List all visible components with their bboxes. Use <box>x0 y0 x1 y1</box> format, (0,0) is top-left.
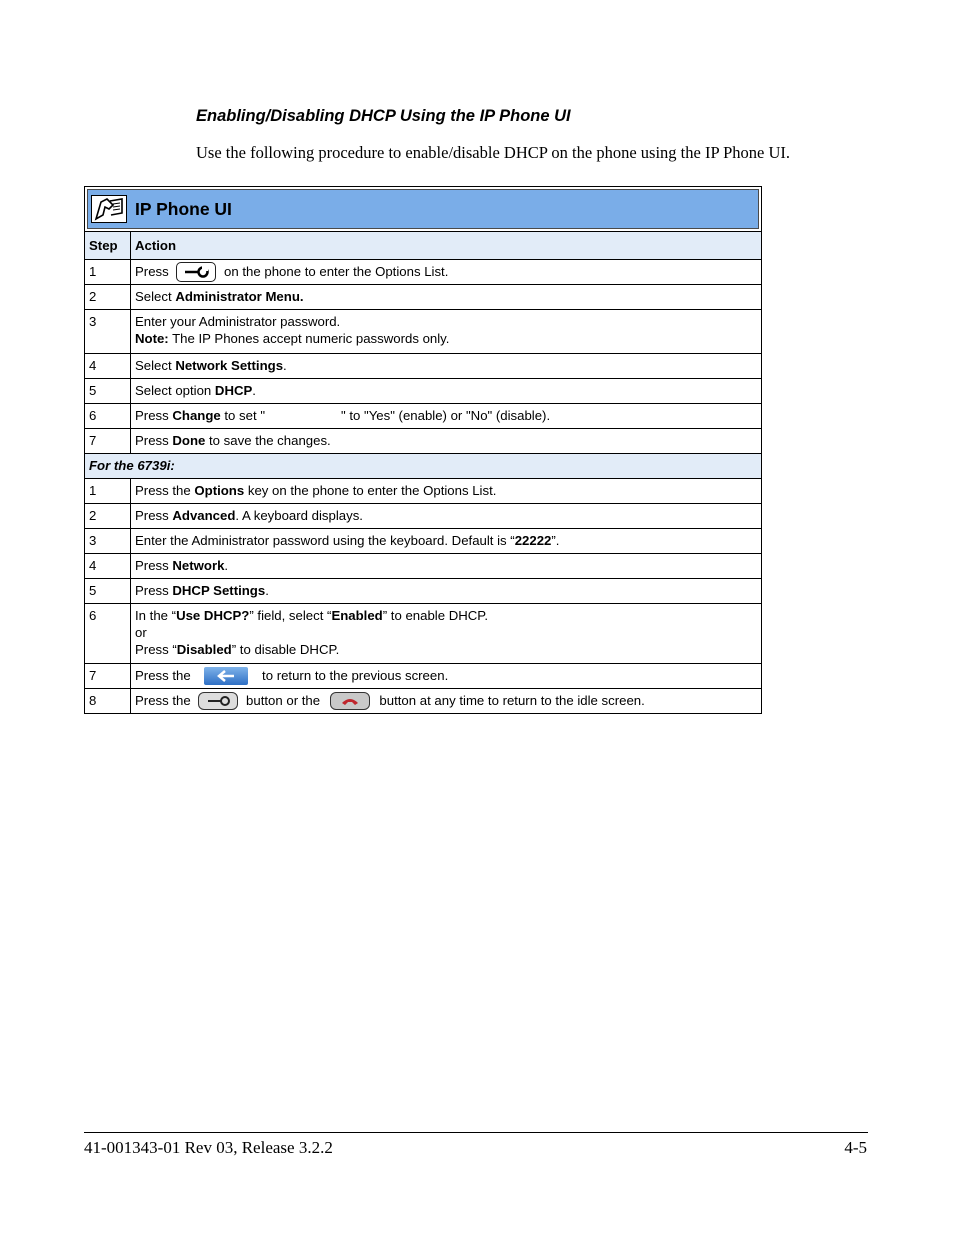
step-action: Press Network. <box>131 554 762 579</box>
back-arrow-icon <box>204 667 248 685</box>
table-row <box>85 554 761 579</box>
table-row <box>85 404 761 429</box>
options-key-icon <box>176 262 216 282</box>
step-action: Enter your Administrator password. Note: The IP Phones accept numeric passwords only. <box>131 310 762 354</box>
table-row <box>85 310 761 354</box>
subheading-row <box>85 454 761 479</box>
procedure-box <box>84 186 762 714</box>
footer-rule <box>84 1132 868 1133</box>
step-action: Press the button or the button at any time to return to the idle screen. <box>131 689 762 714</box>
table-row <box>85 285 761 310</box>
step-number: 3 <box>85 310 131 354</box>
table-row <box>85 479 761 504</box>
step-action: Press DHCP Settings. <box>131 579 762 604</box>
footer-page-number: 4-5 <box>844 1138 867 1157</box>
step-action: Press the Options key on the phone to enter the Options List. <box>131 479 762 504</box>
table-row <box>85 354 761 379</box>
table-row <box>85 260 761 285</box>
step-action: Select option DHCP. <box>131 379 762 404</box>
step-number: 1 <box>85 479 131 504</box>
step-number: 3 <box>85 529 131 554</box>
step-number: 4 <box>85 554 131 579</box>
step-action: Press Advanced. A keyboard displays. <box>131 504 762 529</box>
table-row <box>85 664 761 689</box>
footer-document-id: 41-001343-01 Rev 03, Release 3.2.2 <box>84 1138 333 1157</box>
options-key-icon <box>198 692 238 710</box>
step-action: Select Network Settings. <box>131 354 762 379</box>
step-number: 8 <box>85 689 131 714</box>
step-number: 5 <box>85 379 131 404</box>
step-number: 7 <box>85 429 131 454</box>
step-number: 6 <box>85 604 131 664</box>
step-action: Press Done to save the changes. <box>131 429 762 454</box>
step-number: 5 <box>85 579 131 604</box>
step-number: 1 <box>85 260 131 285</box>
table-header-row <box>85 232 761 260</box>
step-number: 6 <box>85 404 131 429</box>
table-row <box>85 529 761 554</box>
step-number: 2 <box>85 504 131 529</box>
column-header-step: Step <box>85 232 131 260</box>
table-row <box>85 604 761 664</box>
step-action: Press Change to set " " to "Yes" (enable) or "No" (disable). <box>131 404 762 429</box>
steps-table <box>85 231 761 714</box>
step-action: In the “Use DHCP?” field, select “Enabled” to enable DHCP. or Press “Disabled” to disable DHCP. <box>131 604 762 664</box>
step-number: 4 <box>85 354 131 379</box>
procedure-title: IP Phone UI <box>135 198 232 219</box>
subheading-6739i: For the 6739i: <box>85 454 761 479</box>
table-row <box>85 689 761 714</box>
intro-paragraph: Use the following procedure to enable/disable DHCP on the phone using the IP Phone UI. <box>196 143 791 162</box>
step-number: 2 <box>85 285 131 310</box>
end-call-icon <box>330 692 370 710</box>
step-action: Press on the phone to enter the Options List. <box>131 260 762 285</box>
step-action: Enter the Administrator password using the keyboard. Default is “22222”. <box>131 529 762 554</box>
table-row <box>85 429 761 454</box>
section-title: Enabling/Disabling DHCP Using the IP Phone UI <box>196 107 571 125</box>
column-header-action: Action <box>131 232 762 260</box>
table-row <box>85 579 761 604</box>
table-row <box>85 504 761 529</box>
table-row <box>85 379 761 404</box>
step-action: Press the to return to the previous screen. <box>131 664 762 689</box>
procedure-header <box>87 189 759 229</box>
step-number: 7 <box>85 664 131 689</box>
phone-icon <box>91 195 127 223</box>
step-action: Select Administrator Menu. <box>131 285 762 310</box>
